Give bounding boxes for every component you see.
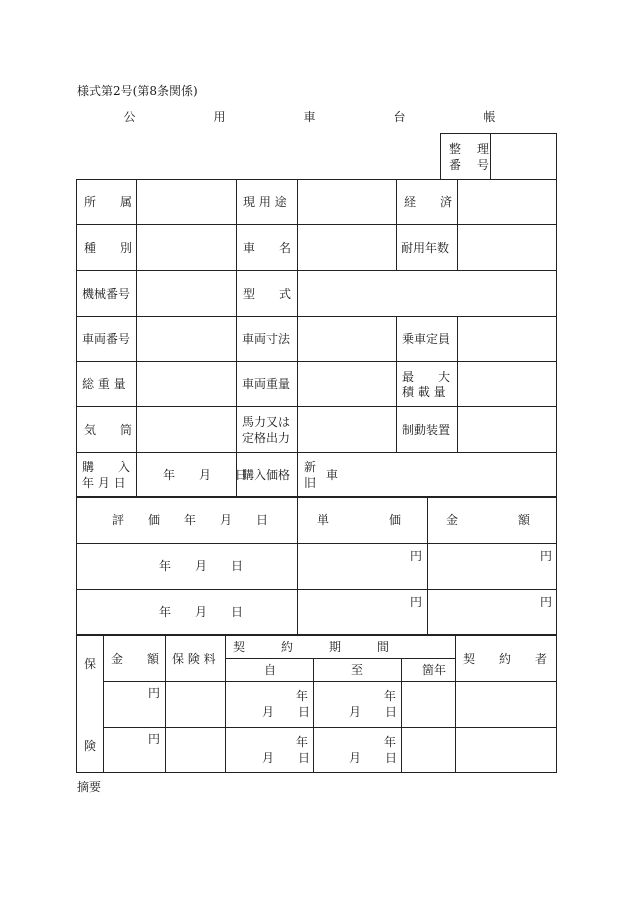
- economic-field[interactable]: [458, 180, 556, 224]
- horsepower-label-line1: 馬力又は: [242, 415, 291, 429]
- amount-yen-1: 円: [540, 549, 553, 563]
- period-to-header: 至: [351, 663, 364, 677]
- car-label: 車: [326, 468, 339, 482]
- affiliation-field[interactable]: [137, 180, 236, 224]
- vehicle-name-label: 車 名: [243, 241, 292, 255]
- capacity-field[interactable]: [458, 317, 556, 361]
- capacity-label: 乗車定員: [402, 332, 451, 346]
- cylinder-field[interactable]: [137, 407, 236, 452]
- vehicle-weight-label: 車両重量: [242, 377, 291, 391]
- contractor-header: 契 約 者: [463, 652, 548, 666]
- purchase-price-field[interactable]: [340, 453, 556, 496]
- current-use-label: 現 用 途: [243, 195, 287, 209]
- brake-label: 制動装置: [402, 423, 451, 437]
- insured-amount-header: 金 額: [111, 652, 160, 666]
- valuation-date-header: 評 価 年 月 日: [112, 513, 269, 527]
- max-load-label-line2: 積 載 量: [402, 385, 446, 399]
- vehicle-name-field[interactable]: [298, 225, 396, 270]
- type-label: 種 別: [84, 241, 133, 255]
- purchase-label-line1: 購 入: [82, 460, 131, 474]
- insurance-label-bottom: 険: [84, 739, 97, 753]
- affiliation-label: 所 属: [84, 195, 133, 209]
- vehicle-no-field[interactable]: [137, 317, 236, 361]
- machine-no-label: 機械番号: [82, 287, 131, 301]
- purchase-price-label: 購入価格: [242, 468, 291, 482]
- ledger-label-line1: 整 理: [449, 142, 492, 156]
- new-label: 新: [304, 460, 317, 474]
- from-year-2: 年: [296, 735, 309, 749]
- contract-period-header: 契 約 期 間: [233, 640, 390, 654]
- ledger-label-line2: 番 号: [449, 158, 492, 172]
- gross-weight-label: 総 重 量: [82, 377, 126, 391]
- type-field[interactable]: [137, 225, 236, 270]
- contractor-field-1[interactable]: [456, 682, 556, 727]
- cylinder-label: 気 筒: [84, 423, 133, 437]
- from-year-1: 年: [296, 689, 309, 703]
- to-year-1: 年: [384, 689, 397, 703]
- contractor-field-2[interactable]: [456, 728, 556, 772]
- model-label: 型 式: [243, 287, 292, 301]
- unit-price-yen-2: 円: [410, 595, 423, 609]
- from-month-day-2: 月 日: [262, 751, 311, 765]
- purchase-date-field[interactable]: 年 月 日: [163, 468, 248, 482]
- vehicle-dimensions-label: 車両寸法: [242, 332, 291, 346]
- from-month-day-1: 月 日: [262, 705, 311, 719]
- ledger-number-field[interactable]: [491, 134, 556, 179]
- useful-life-field[interactable]: [458, 225, 556, 270]
- useful-life-label: 耐用年数: [401, 241, 450, 255]
- gross-weight-field[interactable]: [137, 362, 236, 406]
- model-field[interactable]: [298, 271, 556, 316]
- to-year-2: 年: [384, 735, 397, 749]
- period-from-header: 自: [264, 663, 277, 677]
- horsepower-field[interactable]: [298, 407, 396, 452]
- machine-no-field[interactable]: [137, 271, 236, 316]
- to-month-day-2: 月 日: [349, 751, 398, 765]
- insurance-label-top: 保: [84, 657, 97, 671]
- memo-label: 摘要: [77, 780, 102, 794]
- page-title: 公 用 車 台 帳: [123, 110, 529, 124]
- unit-price-header: 単 価: [317, 513, 402, 527]
- max-load-field[interactable]: [458, 362, 556, 406]
- horsepower-label-line2: 定格出力: [242, 431, 291, 445]
- premium-header: 保 険 料: [172, 652, 216, 666]
- vehicle-weight-field[interactable]: [298, 362, 396, 406]
- insured-amount-yen-1: 円: [148, 686, 161, 700]
- form-number: 様式第2号(第8条関係): [77, 84, 198, 98]
- brake-field[interactable]: [458, 407, 556, 452]
- amount-header: 金 額: [446, 513, 531, 527]
- purchase-label-line2: 年 月 日: [82, 476, 126, 490]
- insured-amount-yen-2: 円: [148, 732, 161, 746]
- unit-price-yen-1: 円: [410, 549, 423, 563]
- old-label: 旧: [304, 476, 317, 490]
- max-load-label-line1: 最 大: [402, 370, 451, 384]
- amount-yen-2: 円: [540, 595, 553, 609]
- economic-label: 経 済: [404, 195, 453, 209]
- valuation-date-2[interactable]: 年 月 日: [159, 605, 244, 619]
- valuation-date-1[interactable]: 年 月 日: [159, 559, 244, 573]
- period-years-header: 箇年: [422, 663, 447, 677]
- to-month-day-1: 月 日: [349, 705, 398, 719]
- vehicle-no-label: 車両番号: [82, 332, 131, 346]
- current-use-field[interactable]: [298, 180, 396, 224]
- vehicle-dimensions-field[interactable]: [298, 317, 396, 361]
